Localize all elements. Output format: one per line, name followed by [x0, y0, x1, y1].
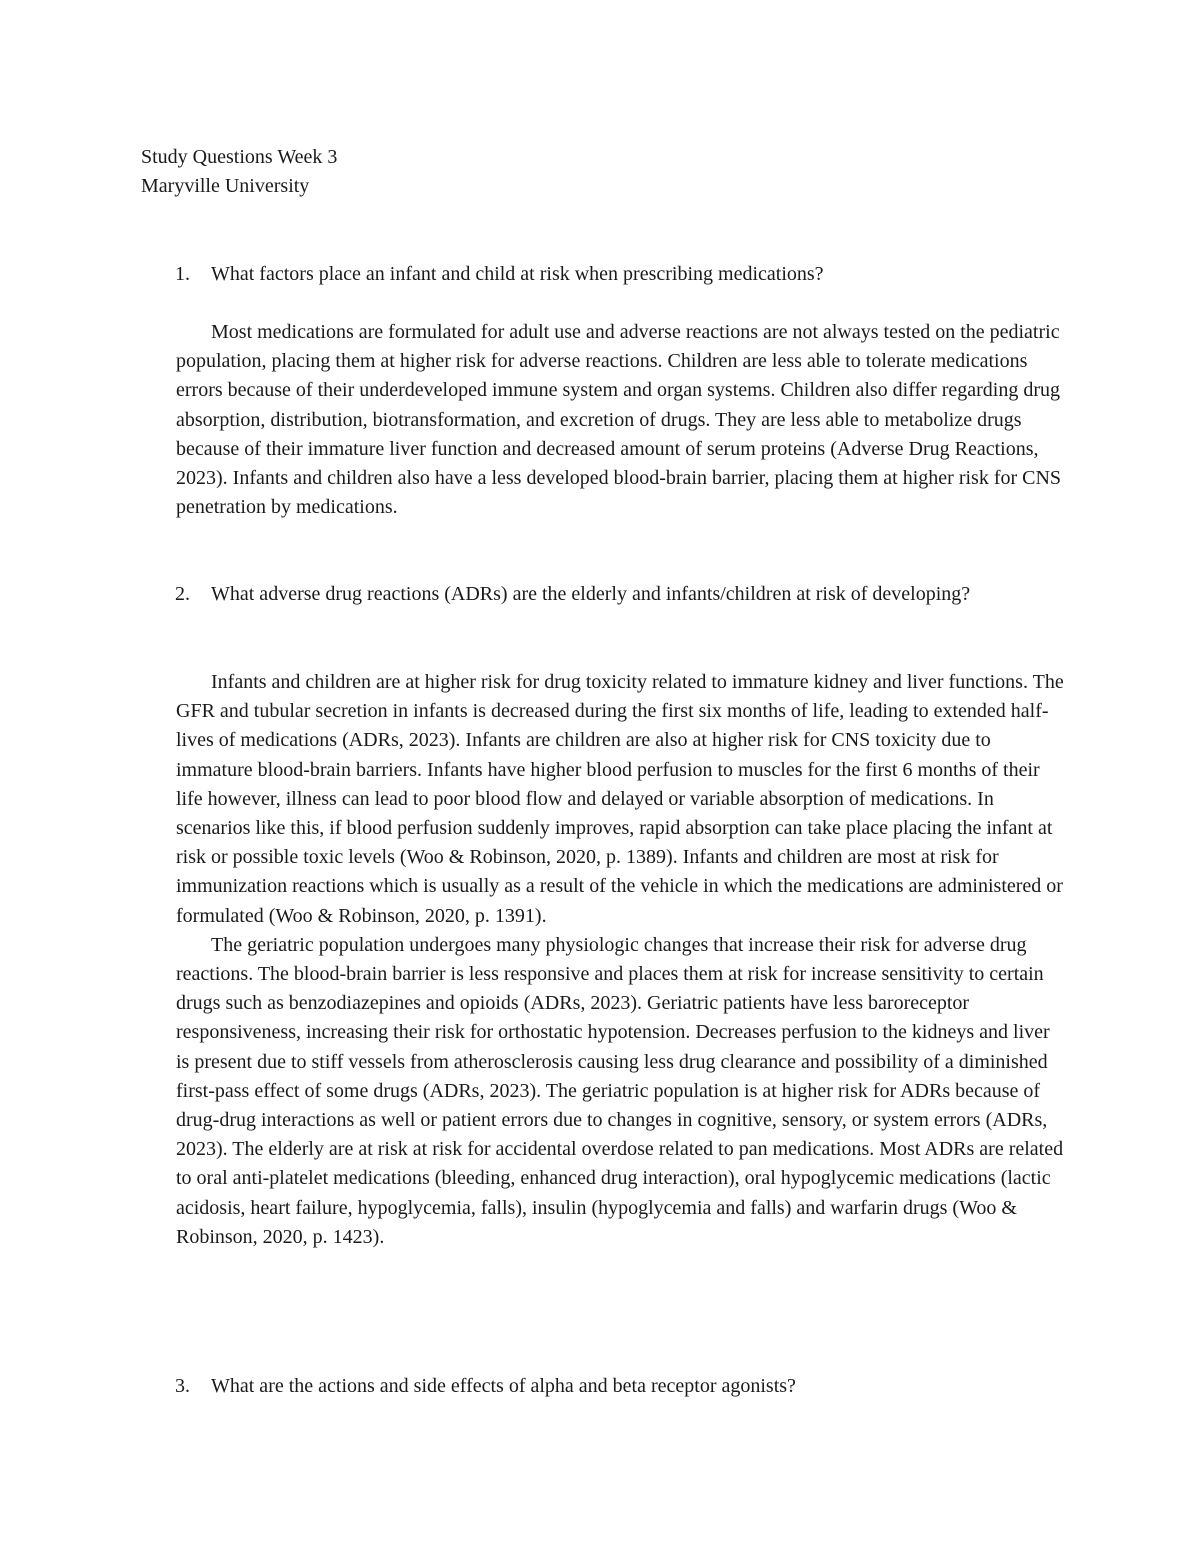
- document-header: [141, 143, 1061, 201]
- question-number: 2.: [175, 583, 190, 605]
- question-number: 3.: [175, 1375, 190, 1397]
- answer-paragraph: The geriatric population undergoes many physiologic changes that increase their risk for adverse drug reactions. The blood-brain barrier is less responsive and places them at risk for increase sensitivity to certain drugs such as benzodiazepines and opioids (ADRs, 2023). Geriatric patients have less baroreceptor responsiveness, increasing their risk for orthostatic hypotension. Decreases perfusion to the kidneys and liver is present due to stiff vessels from atherosclerosis causing less drug clearance and possibility of a diminished first-pass effect of some drugs (ADRs, 2023). The geriatric population is at higher risk for ADRs because of drug-drug interactions as well or patient errors due to changes in cognitive, sensory, or system errors (ADRs, 2023). The elderly are at risk at risk for accidental overdose related to pan medications. Most ADRs are related to oral anti-platelet medications (bleeding, enhanced drug interaction), oral hypoglycemic medications (lactic acidosis, heart failure, hypoglycemia, falls), insulin (hypoglycemia and falls) and warfarin drugs (Woo & Robinson, 2020, p. 1423).: [176, 933, 1064, 1248]
- question-2: [175, 580, 1055, 609]
- answer-1: [176, 318, 1066, 522]
- document-title: Study Questions Week 3: [141, 146, 338, 168]
- answer-paragraph: Most medications are formulated for adult use and adverse reactions are not always tested on the pediatric population, placing them at higher risk for adverse reactions. Children are less able to tolerate medications errors because of their underdeveloped immune system and organ systems. Children also differ regarding drug absorption, distribution, biotransformation, and excretion of drugs. They are less able to metabolize drugs because of their immature liver function and decreased amount of serum proteins (Adverse Drug Reactions, 2023). Infants and children also have a less developed blood-brain barrier, placing them at higher risk for CNS penetration by medications.: [176, 321, 1062, 519]
- question-1: [175, 260, 1055, 289]
- institution-name: Maryville University: [141, 175, 310, 198]
- question-number: 1.: [175, 263, 190, 285]
- answer-2: [176, 668, 1066, 1252]
- question-text: What are the actions and side effects of alpha and beta receptor agonists?: [211, 1375, 796, 1397]
- answer-paragraph: Infants and children are at higher risk for drug toxicity related to immature kidney and liver functions. The GFR and tubular secretion in infants is decreased during the first six months of life, leading to extended half-lives of medications (ADRs, 2023). Infants are children are also at higher risk for CNS toxicity due to immature blood-brain barriers. Infants have higher blood perfusion to muscles for the first 6 months of their life however, illness can lead to poor blood flow and delayed or variable absorption of medications. In scenarios like this, if blood perfusion suddenly improves, rapid absorption can take place placing the infant at risk or possible toxic levels (Woo & Robinson, 2020, p. 1389). Infants and children are most at risk for immunization reactions which is usually as a result of the vehicle in which the medications are administered or formulated (Woo & Robinson, 2020, p. 1391).: [176, 671, 1064, 927]
- question-3: [175, 1372, 1055, 1401]
- question-text: What adverse drug reactions (ADRs) are the elderly and infants/children at risk of developing?: [211, 583, 971, 605]
- question-text: What factors place an infant and child at risk when prescribing medications?: [211, 263, 824, 285]
